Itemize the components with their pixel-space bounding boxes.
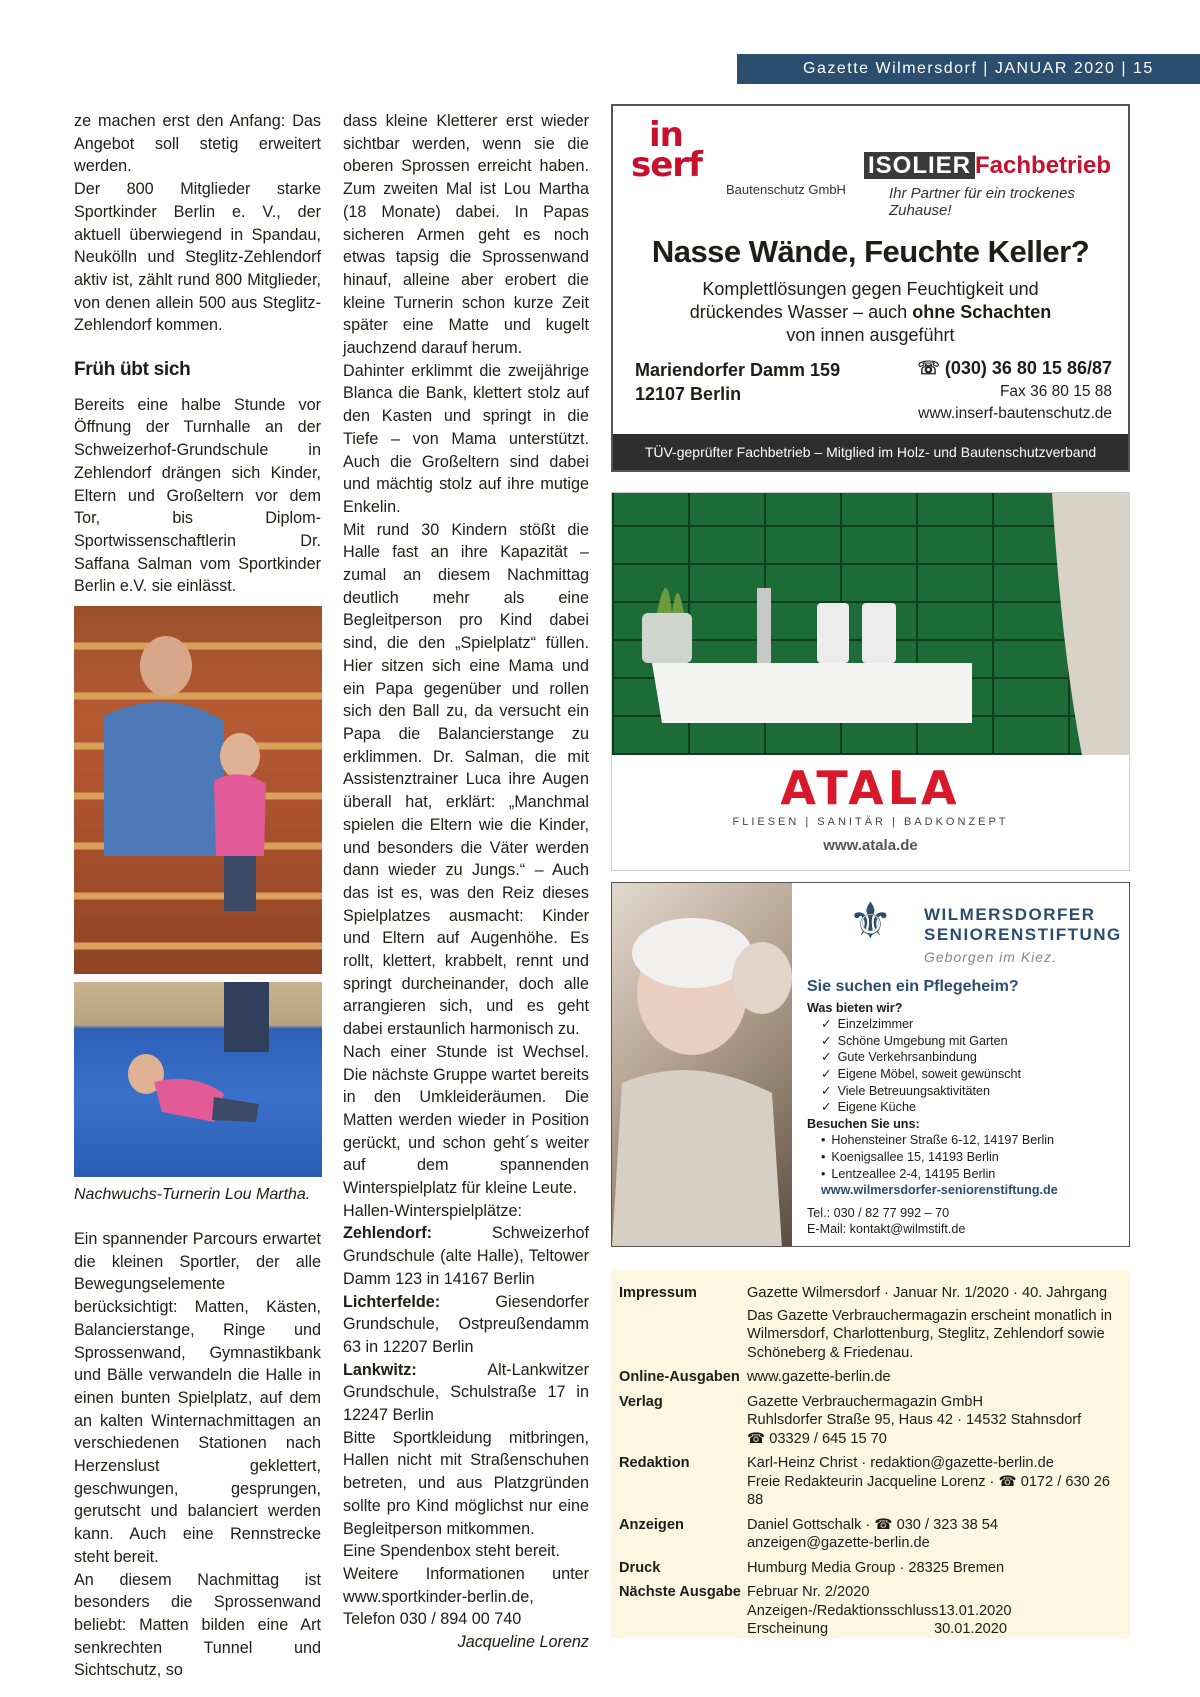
ad-content <box>807 979 1122 1238</box>
ad-subtext <box>613 278 1128 347</box>
city: 12107 Berlin <box>635 384 742 404</box>
schedule-row <box>747 1602 1012 1621</box>
impressum-line: Februar Nr. 2/2020 <box>747 1584 870 1600</box>
location-label: Lankwitz: <box>343 1360 417 1379</box>
location-text: Alt-Lankwitzer Grundschule, Schulstraße 17 in 12247 Berlin <box>343 1360 589 1425</box>
website: www.wilmersdorfer-seniorenstiftung.de <box>821 1183 1058 1198</box>
atala-tagline: FLIESEN | SANITÄR | BADKONZEPT <box>732 816 1009 828</box>
photo-elderly-women <box>612 883 792 1246</box>
logo-text: serf <box>631 145 702 185</box>
paragraph: dass kleine Kletterer erst wieder sichtbar werden, wenn sie die oberen Sprossen erreicht haben. Zum zweiten Mal ist Lou Martha (18 Monate) dabei. In Papas sicheren Armen geht es noch etwas tapsig die Sprossenwand hinauf, alleine aber erobert die kleine Turnerin schon kurze Zeit später eine Matte und kugelt jauchzend darauf herum. <box>343 112 589 358</box>
impressum-row <box>619 1284 1130 1362</box>
photo-bathroom-tiles <box>612 493 1129 755</box>
schedule-row <box>747 1620 1007 1639</box>
impressum-value <box>747 1393 1130 1449</box>
impressum-row <box>619 1559 1130 1578</box>
author-byline: Jacqueline Lorenz <box>457 1633 589 1652</box>
location-entry <box>343 1222 589 1290</box>
impressum-line: Gazette Verbrauchermagazin GmbH <box>747 1393 984 1410</box>
schedule-date: 13.01.2020 <box>938 1602 1012 1619</box>
impressum-label: Verlag <box>619 1393 663 1410</box>
impressum-value: Humburg Media Group · 28325 Bremen <box>747 1559 1005 1576</box>
location-entry <box>343 1291 589 1359</box>
impressum-row <box>619 1368 1130 1387</box>
photo-child-crawling-mat <box>74 982 322 1177</box>
article-column-2 <box>343 110 589 1654</box>
impressum-line: Das Gazette Verbrauchermagazin erscheint monatlich in Wilmersdorf, Charlottenburg, Steglitz, Zehlendorf sowie Schöneberg & Friedenau. <box>747 1307 1113 1361</box>
paragraph: Mit rund 30 Kindern stößt die Halle fast an ihre Kapazität – zumal an diesem Nachmittag deutlich mehr als eine Begleitperson pro Kind dabei sind, die den „Spielplatz“ füllen. Hier sitzen sich eine Mama und ein Papa gegenüber und rollen sich den Ball zu, da versucht ein Papa die Balancierstange zu erklimmen. Dr. Salman, die mit Assistenztrainer Luca ihre Augen überall hat, erklärt: „Manchmal spielen die Eltern wie die Kinder, und besonders die Väter werden dann wieder zu Jungs.“ – Auch das ist es, was den Reiz dieses Spielplatzes ausmacht: Kinder und Eltern auf Augenhöhe. Es rollt, klettert, krabbelt, rennt und springt durcheinander, doch alle arrangieren sich, und es geht dabei erstaunlich harmonisch zu. <box>343 520 589 1039</box>
paragraph: ze machen erst den Anfang: Das Angebot soll stetig erweitert werden. <box>74 112 321 176</box>
location-item: • Lentzeallee 2-4, 14195 Berlin <box>821 1166 1122 1183</box>
organization-name <box>924 905 1122 945</box>
website: www.atala.de <box>823 837 918 854</box>
paragraph: Dahinter erklimmt die zweijährige Blanca die Bank, klettert stolz auf den Kasten und springt in die Tiefe – von Mama unterstützt. Auch die Großeltern sind dabei und mächtig stolz auf ihre mutige Enkelin. <box>343 361 589 516</box>
article-column-1-continued <box>74 1228 321 1682</box>
subheading: Früh übt sich <box>74 359 191 381</box>
phone-number: ☏ (030) 36 80 15 86/87 <box>917 358 1112 378</box>
location-text: Schweizerhof Grundschule (alte Halle), Teltower Damm 123 in 14167 Berlin <box>343 1224 589 1288</box>
impressum-label: Anzeigen <box>619 1516 684 1533</box>
impressum-value <box>747 1583 1130 1639</box>
offers-list <box>821 1016 1122 1116</box>
paragraph: Ein spannender Parcours erwartet die kleinen Sportler, der alle Bewegungselemente berücksichtigt: Matten, Kästen, Balancierstange, Ringe und Sprossenwand, Gymnastikbank und Bälle verwandeln die Halle in einen bunten Spielplatz, auf dem an kalten Winternachmittagen an verschiedenen Stationen nach Herzenslust geklettert, geschwungen, gesprungen, gerutscht und balanciert werden kann. Auch eine Rennstrecke steht bereit. <box>74 1230 321 1566</box>
paragraph: Eine Spendenbox steht bereit. <box>343 1542 560 1561</box>
location-label: Zehlendorf: <box>343 1224 433 1243</box>
photo-illustration <box>612 493 1130 755</box>
offer-item: ✓ Viele Betreuungsaktivitäten <box>821 1083 1122 1100</box>
impressum-row <box>619 1583 1130 1639</box>
email-address: E-Mail: kontakt@wilmstift.de <box>807 1222 966 1237</box>
website: www.inserf-bautenschutz.de <box>918 405 1112 422</box>
offer-item: ✓ Einzelzimmer <box>821 1016 1122 1033</box>
paragraph: Nach einer Stunde ist Wechsel. Die nächste Gruppe wartet bereits in den Umkleideräumen. Die Matten werden wieder in Position gerückt, und schon geht´s weiter auf dem spannenden Winterspielplatz für kleine Leute. <box>343 1042 589 1198</box>
impressum-label: Druck <box>619 1559 661 1576</box>
schedule-label: Erscheinung <box>747 1621 829 1637</box>
impressum-row <box>619 1454 1130 1510</box>
photo-illustration <box>74 606 322 974</box>
impressum-line: Ruhlsdorfer Straße 95, Haus 42 · 14532 Stahnsdorf <box>747 1412 1082 1428</box>
page-header: Gazette Wilmersdorf | JANUAR 2020 | 15 <box>737 54 1200 84</box>
visit-label: Besuchen Sie uns: <box>807 1116 920 1131</box>
isolier-fachbetrieb-logo <box>864 152 1111 180</box>
slogan: Ihr Partner für ein trockenes Zuhause! <box>889 185 1075 219</box>
ad-headline: Nasse Wände, Feuchte Keller? <box>651 234 1090 269</box>
offer-item: ✓ Schöne Umgebung mit Garten <box>821 1033 1122 1050</box>
offer-item: ✓ Eigene Möbel, soweit gewünscht <box>821 1066 1122 1083</box>
paragraph: Der 800 Mitglieder starke Sportkinder Berlin e. V., der aktuell überwiegend in Spandau, Neukölln und Steglitz-Zehlendorf aktiv ist, zählt rund 800 Mitglieder, von denen allein 500 aus Steglitz-Zehlendorf kommen. <box>74 180 321 335</box>
photo-illustration <box>612 883 792 1247</box>
schedule-label: Anzeigen-/Redaktionsschluss <box>747 1602 939 1619</box>
impressum-line: Karl-Heinz Christ · redaktion@gazette-berlin.de <box>747 1455 1054 1471</box>
impressum-line: Freie Redakteurin Jacqueline Lorenz · ☎ 0172 / 630 26 88 <box>747 1473 1110 1508</box>
impressum-box <box>611 1270 1130 1638</box>
ad-footer: TÜV-geprüfter Fachbetrieb – Mitglied im Holz- und Bautenschutzverband <box>613 434 1128 470</box>
logo-text: ISOLIER <box>864 152 975 179</box>
locations-list <box>821 1132 1122 1182</box>
text-emphasis: ohne Schachten <box>912 302 1052 322</box>
fax-number: Fax 36 80 15 88 <box>999 383 1112 400</box>
ad-question: Sie suchen ein Pflegeheim? <box>807 978 1019 995</box>
advertisement-atala <box>611 492 1130 871</box>
fleur-de-lis-icon: ⚜ <box>848 893 893 949</box>
offers-label: Was bieten wir? <box>807 1000 903 1015</box>
impressum-value <box>747 1454 1130 1510</box>
advertisement-seniorenstiftung <box>611 882 1130 1247</box>
company-address <box>635 358 840 406</box>
logo-text: in <box>649 115 683 155</box>
offer-item: ✓ Gute Verkehrsanbindung <box>821 1049 1122 1066</box>
impressum-line: Gazette Wilmersdorf · Januar Nr. 1/2020 · 40. Jahrgang <box>747 1285 1108 1301</box>
impressum-value <box>747 1516 1130 1553</box>
photo-father-child-climbing <box>74 606 322 974</box>
impressum-line: ☎ 03329 / 645 15 70 <box>747 1430 887 1447</box>
ad-subtext-line <box>613 301 1128 324</box>
impressum-value <box>747 1284 1130 1362</box>
location-entry <box>343 1359 589 1427</box>
paragraph: Hallen-Winterspielplätze: <box>343 1201 523 1220</box>
schedule-date: 30.01.2020 <box>933 1621 1007 1637</box>
text: drückendes Wasser – auch <box>689 302 913 322</box>
impressum-label: Online-Ausgaben <box>619 1369 740 1385</box>
impressum-value: www.gazette-berlin.de <box>747 1369 891 1385</box>
impressum-label: Nächste Ausgabe <box>619 1584 741 1600</box>
photo-illustration <box>74 982 322 1177</box>
photo-caption: Nachwuchs-Turnerin Lou Martha. <box>74 1186 311 1203</box>
phone-number: Tel.: 030 / 82 77 992 – 70 <box>807 1205 950 1220</box>
location-text: Giesendorfer Grundschule, Ostpreußendamm 63 in 12207 Berlin <box>343 1292 589 1356</box>
street: Mariendorfer Damm 159 <box>635 360 841 380</box>
impressum-label: Redaktion <box>619 1455 690 1471</box>
article-column-1 <box>74 110 321 598</box>
impressum-row <box>619 1516 1130 1553</box>
impressum-label: Impressum <box>619 1285 697 1301</box>
paragraph: Bitte Sportkleidung mitbringen, Hallen nicht mit Straßenschuhen betreten, und aus Platzgründen sollte pro Kind möglichst nur eine Begleitperson mitkommen. <box>343 1428 589 1538</box>
ad-subtext-line: von innen ausgeführt <box>786 325 955 345</box>
ad-subtext-line: Komplettlösungen gegen Feuchtigkeit und <box>702 279 1039 299</box>
advertisement-inserf <box>611 104 1130 472</box>
paragraph: Weitere Informationen unter www.sportkinder-berlin.de, Telefon 030 / 894 00 740 <box>343 1565 589 1629</box>
impressum-line: anzeigen@gazette-berlin.de <box>747 1535 930 1551</box>
location-item: • Koenigsallee 15, 14193 Berlin <box>821 1149 1122 1166</box>
inserf-logo <box>631 115 702 185</box>
impressum-row <box>619 1393 1130 1449</box>
impressum-line: Daniel Gottschalk · ☎ 030 / 323 38 54 <box>747 1516 999 1533</box>
location-item: • Hohensteiner Straße 6-12, 14197 Berlin <box>821 1132 1122 1149</box>
atala-logo: ATALA <box>780 761 961 815</box>
offer-item: ✓ Eigene Küche <box>821 1099 1122 1116</box>
paragraph: Bereits eine halbe Stunde vor Öffnung der Turnhalle an der Schweizerhof-Grundschule in Zehlendorf drängen sich Kinder, Eltern und Großeltern vor dem Tor, bis Diplom-Sportwissenschaftlerin Dr. Saffana Salman vom Sportkinder Berlin e.V. sie einlässt. <box>74 395 321 596</box>
org-line: SENIORENSTIFTUNG <box>924 925 1122 944</box>
paragraph: An diesem Nachmittag ist besonders die Sprossenwand beliebt: Matten bilden eine Art senkrechten Tunnel und Sichtschutz, so <box>74 1570 321 1680</box>
company-subtitle: Bautenschutz GmbH <box>726 182 846 197</box>
slogan: Geborgen im Kiez. <box>924 949 1057 965</box>
org-line: WILMERSDORFER <box>924 905 1096 924</box>
location-label: Lichterfelde: <box>343 1292 441 1311</box>
logo-text: Fachbetrieb <box>975 152 1112 179</box>
